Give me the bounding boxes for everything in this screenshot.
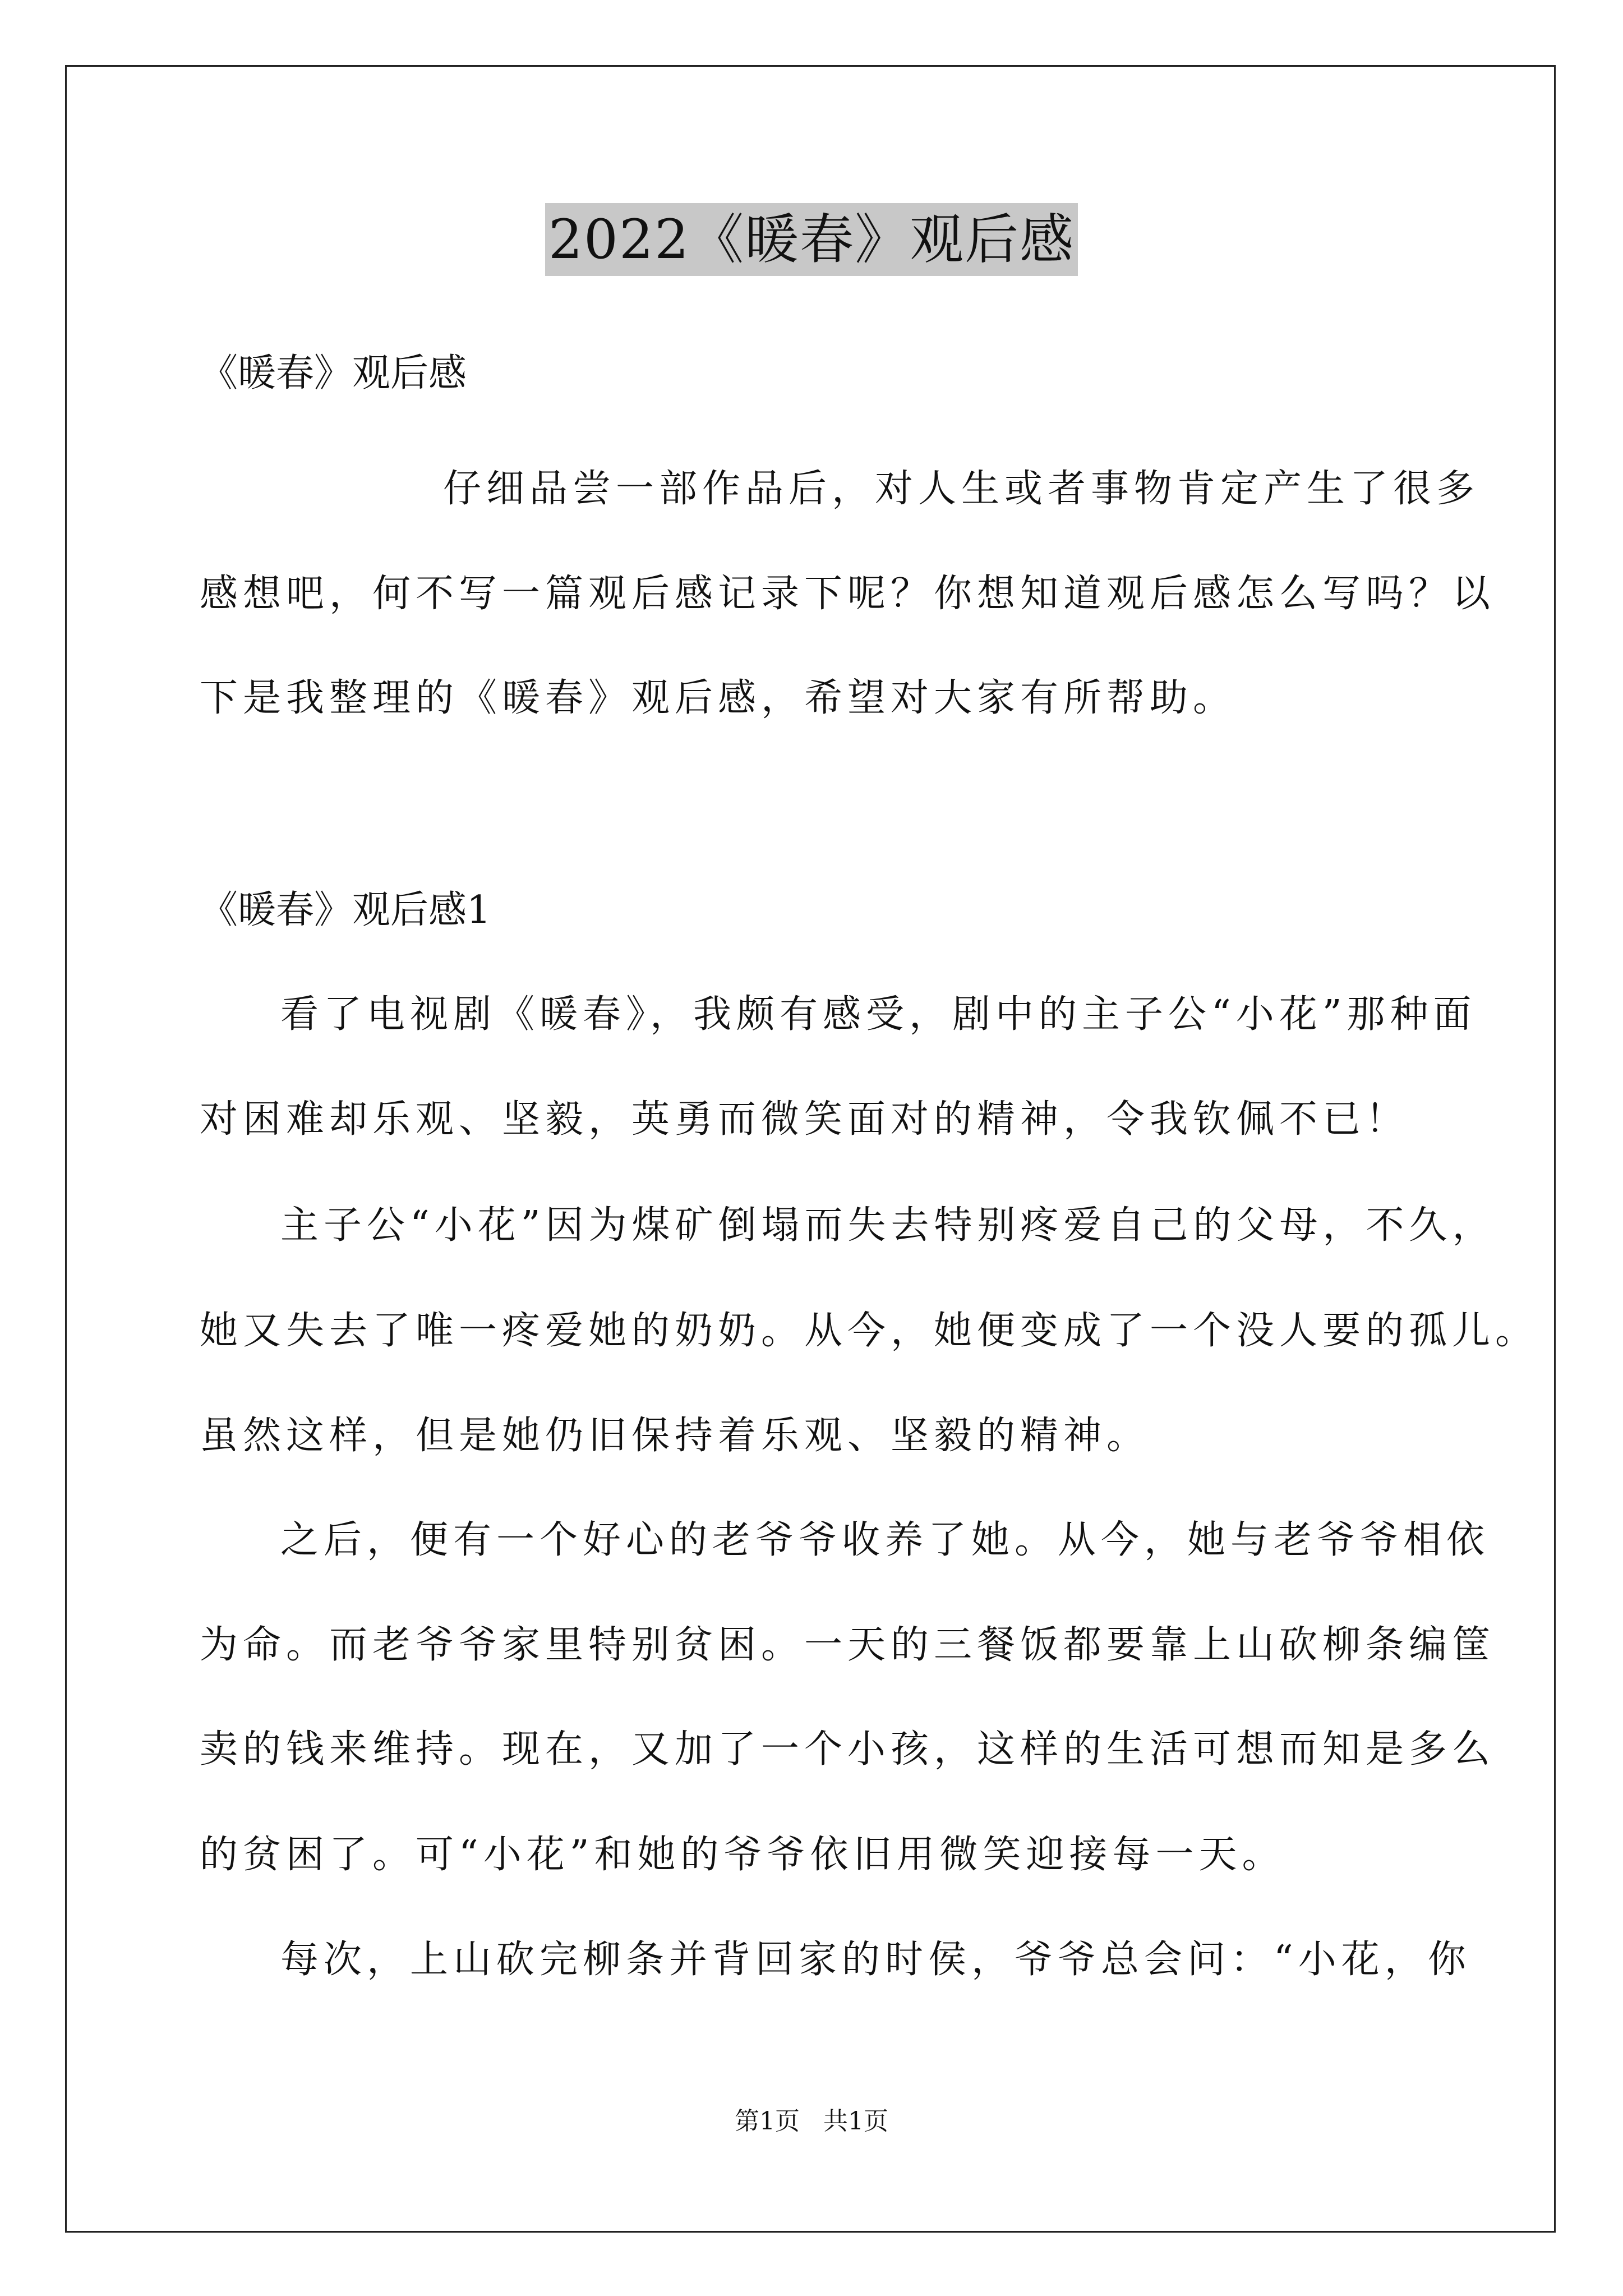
paragraph-line: 每次，上山砍完柳条并背回家的时侯，爷爷总会问：“小花，你 [280, 1938, 1471, 1982]
page-footer: 第1页 共1页 [735, 2107, 888, 2136]
title-wrapper [0, 203, 1623, 276]
paragraph-line: 为命。而老爷爷家里特别贫困。一天的三餐饭都要靠上山砍柳条编筐 [200, 1623, 1496, 1667]
paragraph-line: 虽然这样，但是她仍旧保持着乐观、坚毅的精神。 [200, 1414, 1150, 1458]
paragraph-line: 仔细品尝一部作品后，对人生或者事物肯定产生了很多 [443, 467, 1480, 511]
paragraph-line: 主子公“小花”因为煤矿倒塌而失去特别疼爱自己的父母，不久， [280, 1203, 1496, 1248]
paragraph-line: 感想吧，何不写一篇观后感记录下呢？你想知道观后感怎么写吗？以 [200, 572, 1496, 616]
paragraph-line: 下是我整理的《暖春》观后感，希望对大家有所帮助。 [200, 676, 1237, 720]
paragraph-line: 看了电视剧《暖春》，我颇有感受，剧中的主子公“小花”那种面 [280, 992, 1477, 1037]
paragraph-line: 的贫困了。可“小花”和她的爷爷依旧用微笑迎接每一天。 [200, 1833, 1285, 1877]
section-heading: 《暖春》观后感1 [200, 888, 491, 932]
document-title: 2022《暖春》观后感 [545, 203, 1078, 276]
paragraph-line: 对困难却乐观、坚毅，英勇而微笑面对的精神，令我钦佩不已！ [200, 1097, 1409, 1142]
paragraph-line: 之后，便有一个好心的老爷爷收养了她。从今，她与老爷爷相依 [280, 1518, 1490, 1562]
paragraph-line: 卖的钱来维持。现在，又加了一个小孩，这样的生活可想而知是多么 [200, 1727, 1496, 1772]
subtitle: 《暖春》观后感 [200, 351, 467, 395]
paragraph-line: 她又失去了唯一疼爱她的奶奶。从今，她便变成了一个没人要的孤儿。 [200, 1309, 1539, 1353]
